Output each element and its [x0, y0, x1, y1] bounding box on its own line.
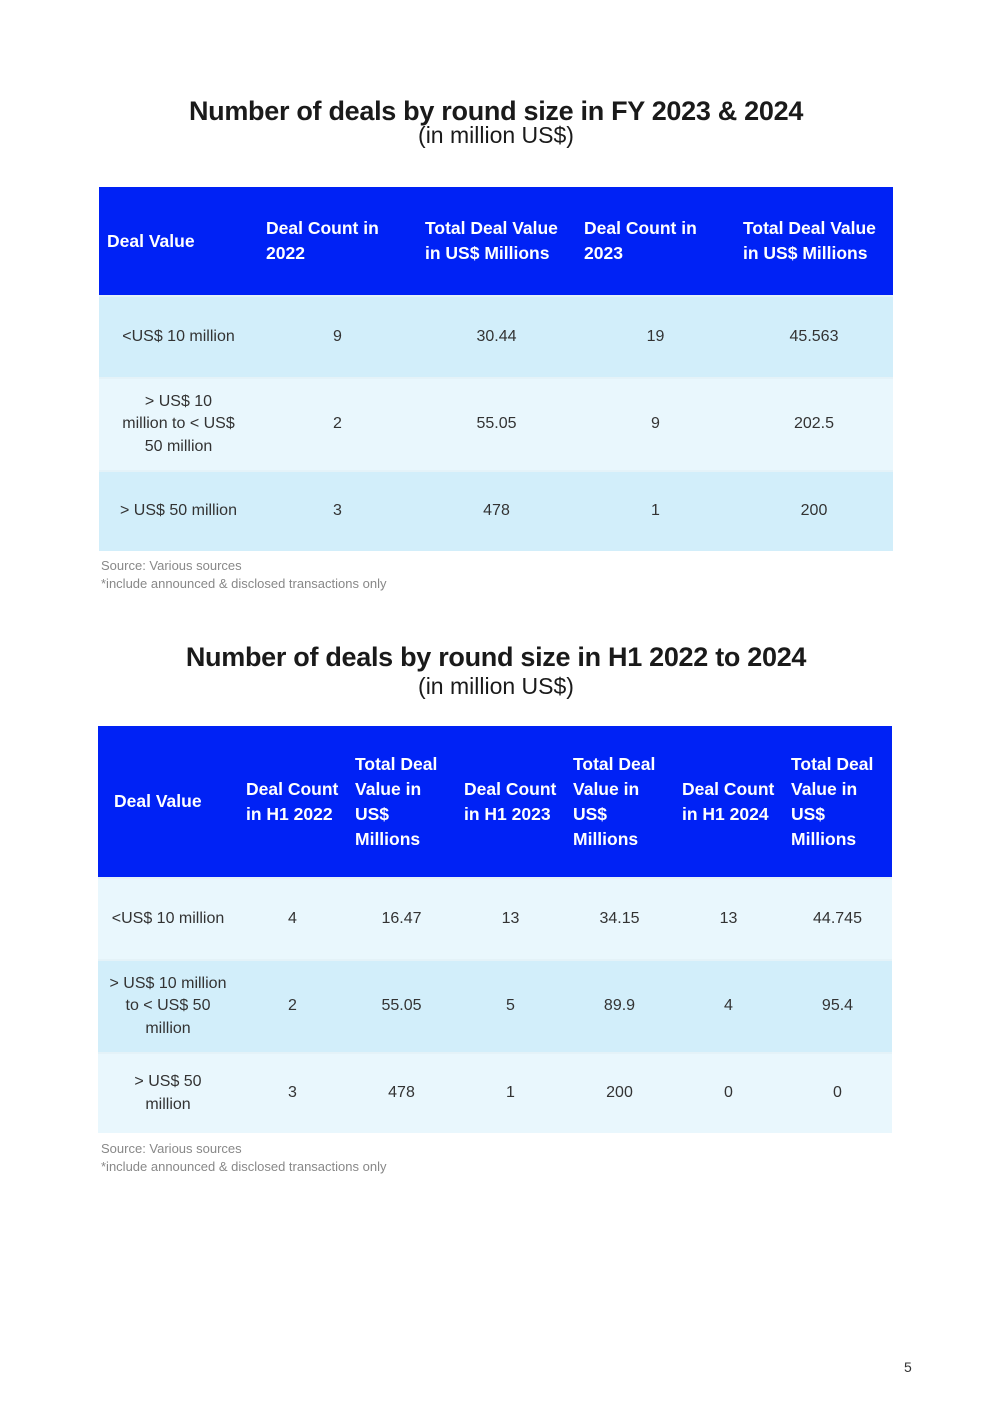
column-header: Total Deal Value in US$ Millions: [735, 187, 893, 296]
table-header-row: [98, 726, 892, 878]
table-cell: 16.47: [347, 878, 456, 960]
table2-subtitle: (in million US$): [418, 673, 574, 699]
table-cell: 9: [576, 378, 735, 471]
table-cell: 44.745: [783, 878, 892, 960]
table-cell: 478: [347, 1053, 456, 1133]
table-cell: 19: [576, 296, 735, 378]
table-cell: 4: [238, 878, 347, 960]
column-header: Total Deal Value in US$ Millions: [347, 726, 456, 878]
table1-subtitle: (in million US$): [418, 122, 574, 148]
table-cell: 200: [735, 471, 893, 551]
table1-notes: [101, 557, 386, 593]
table-cell: 9: [258, 296, 417, 378]
table-cell: 89.9: [565, 960, 674, 1053]
table-cell: > US$ 50 million: [98, 1053, 238, 1133]
table2-notes: [101, 1140, 386, 1176]
source-note: Source: Various sources: [101, 1141, 242, 1156]
table-cell: > US$ 10 million to < US$ 50 million: [98, 960, 238, 1053]
table-cell: 2: [258, 378, 417, 471]
h1-deals-table: [98, 726, 892, 1133]
table-cell: <US$ 10 million: [99, 296, 258, 378]
column-header: Deal Count in 2022: [258, 187, 417, 296]
column-header: Total Deal Value in US$ Millions: [417, 187, 576, 296]
table2-title: Number of deals by round size in H1 2022 to 2024: [185, 642, 807, 672]
table-row: [99, 471, 893, 551]
table-cell: 55.05: [347, 960, 456, 1053]
column-header: Deal Count in H1 2024: [674, 726, 783, 878]
fy-deals-table: [99, 187, 893, 551]
column-header: Total Deal Value in US$ Millions: [783, 726, 892, 878]
column-header: Deal Count in H1 2023: [456, 726, 565, 878]
table-cell: 13: [456, 878, 565, 960]
table-row: [98, 960, 892, 1053]
table-cell: > US$ 50 million: [99, 471, 258, 551]
table-cell: 0: [674, 1053, 783, 1133]
table-cell: 3: [238, 1053, 347, 1133]
table-row: [98, 878, 892, 960]
table-cell: 5: [456, 960, 565, 1053]
table-cell: 30.44: [417, 296, 576, 378]
source-note: Source: Various sources: [101, 558, 242, 573]
table-cell: 1: [576, 471, 735, 551]
table-cell: 1: [456, 1053, 565, 1133]
table-header-row: [99, 187, 893, 296]
page-number: 5: [904, 1359, 912, 1375]
footnote: *include announced & disclosed transactions only: [101, 1159, 387, 1174]
table-cell: 202.5: [735, 378, 893, 471]
table-cell: 200: [565, 1053, 674, 1133]
table-row: [99, 296, 893, 378]
table-row: [98, 1053, 892, 1133]
column-header: Deal Count in 2023: [576, 187, 735, 296]
table-cell: 34.15: [565, 878, 674, 960]
footnote: *include announced & disclosed transactions only: [101, 576, 387, 591]
column-header: Deal Value: [98, 726, 238, 878]
table-cell: <US$ 10 million: [98, 878, 238, 960]
column-header: Deal Count in H1 2022: [238, 726, 347, 878]
table-cell: 13: [674, 878, 783, 960]
table-cell: 95.4: [783, 960, 892, 1053]
table-row: [99, 378, 893, 471]
table-cell: 3: [258, 471, 417, 551]
table-cell: > US$ 10 million to < US$ 50 million: [99, 378, 258, 471]
column-header: Deal Value: [99, 187, 258, 296]
column-header: Total Deal Value in US$ Millions: [565, 726, 674, 878]
table1-title: Number of deals by round size in FY 2023 & 2024: [188, 96, 804, 126]
table-cell: 45.563: [735, 296, 893, 378]
table-cell: 55.05: [417, 378, 576, 471]
table-cell: 0: [783, 1053, 892, 1133]
table-cell: 478: [417, 471, 576, 551]
table-cell: 4: [674, 960, 783, 1053]
table-cell: 2: [238, 960, 347, 1053]
